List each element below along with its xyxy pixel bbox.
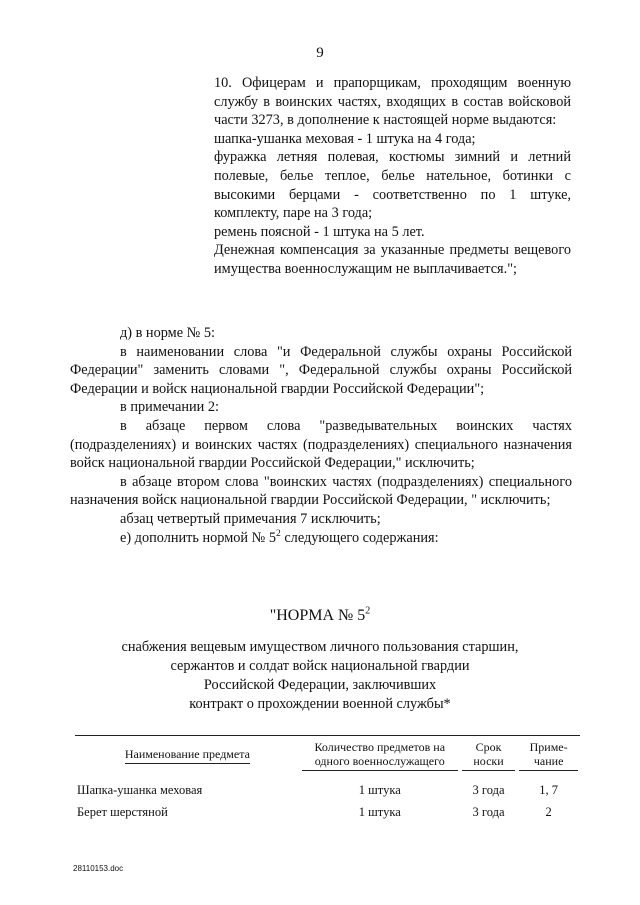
amendments-block <box>70 324 572 547</box>
table-row <box>75 775 580 797</box>
norm-subtitle-line: снабжения вещевым имуществом личного пользования старшин, <box>121 639 519 655</box>
page-number: 9 <box>316 45 324 61</box>
norm-title-text: "НОРМА № 5 <box>269 607 366 624</box>
amendment-d-note7: абзац четвертый примечания 7 исключить; <box>120 510 381 527</box>
norm-subtitle-line: Российской Федерации, заключивших <box>203 677 437 693</box>
norm-subtitle <box>0 638 640 714</box>
cell-term: 3 года <box>472 805 505 819</box>
cell-item: Шапка-ушанка меховая <box>77 783 203 797</box>
amendment-d-heading: д) в норме № 5: <box>120 325 215 341</box>
item-10-line-fur-hat: шапка-ушанка меховая - 1 штука на 4 года; <box>214 130 476 147</box>
item-10-block <box>214 74 571 279</box>
table-row <box>75 797 580 819</box>
amendment-d-note2-para1: в абзаце первом слова "разведывательных воинских частях (подразделениях) и воинских частях (подразделениях) специального назначения войск национальной гвардии Российской Федерации," исключить; <box>70 417 572 472</box>
header-note: Приме-чание <box>517 736 580 776</box>
amendment-e-suffix: следующего содержания: <box>280 529 439 546</box>
cell-qty: 1 штука <box>358 783 401 797</box>
norm-title-superscript: 2 <box>365 605 371 617</box>
header-quantity: Количество предметов на одного военнослужащего <box>300 736 460 776</box>
amendment-d-note2-para2: в абзаце втором слова "воинских частях (подразделениях) специального назначения войск национальной гвардии Российской Федерации, " исключить; <box>70 473 572 509</box>
table-header-row <box>75 736 580 776</box>
item-10-line-compensation: Денежная компенсация за указанные предметы вещевого имущества военнослужащим не выплачивается."; <box>214 242 571 277</box>
file-name-footer: 28110153.doc <box>73 864 124 873</box>
header-item-name: Наименование предмета <box>75 736 300 776</box>
amendment-e-prefix: е) дополнить нормой № 5 <box>120 529 277 546</box>
supply-norm-table <box>75 735 580 819</box>
header-term: Срок носки <box>460 736 518 776</box>
amendment-e <box>70 529 572 548</box>
cell-qty: 1 штука <box>358 805 401 819</box>
cell-note: 1, 7 <box>539 783 559 797</box>
item-10-intro: 10. Офицерам и прапорщикам, проходящим военную службу в воинских частях, входящих в состав войсковой части 3273, в дополнение к настоящей норме выдаются: <box>214 75 571 129</box>
amendment-d-title-change: в наименовании слова "и Федеральной службы охраны Российской Федерации" заменить словами ", Федеральной службы охраны Российской Федерации и войск национальной гвардии Российской Федерации"; <box>70 343 572 397</box>
norm-title <box>0 607 640 626</box>
cell-note: 2 <box>545 805 552 819</box>
cell-term: 3 года <box>472 783 505 797</box>
item-10-line-summer-cap: фуражка летняя полевая, костюмы зимний и летний полевые, белье теплое, белье нательное, ботинки с высокими берцами - соответственно по 1 штуке, комплекту, паре на 3 года; <box>214 149 571 222</box>
amendment-d-note2-heading: в примечании 2: <box>120 399 219 416</box>
cell-item: Берет шерстяной <box>77 805 168 819</box>
norm-subtitle-line: сержантов и солдат войск национальной гвардии <box>170 658 470 674</box>
norm-subtitle-line: контракт о прохождении военной службы* <box>189 696 451 712</box>
amendment-e-superscript: 2 <box>276 528 281 539</box>
item-10-line-belt: ремень поясной - 1 штука на 5 лет. <box>214 223 425 240</box>
